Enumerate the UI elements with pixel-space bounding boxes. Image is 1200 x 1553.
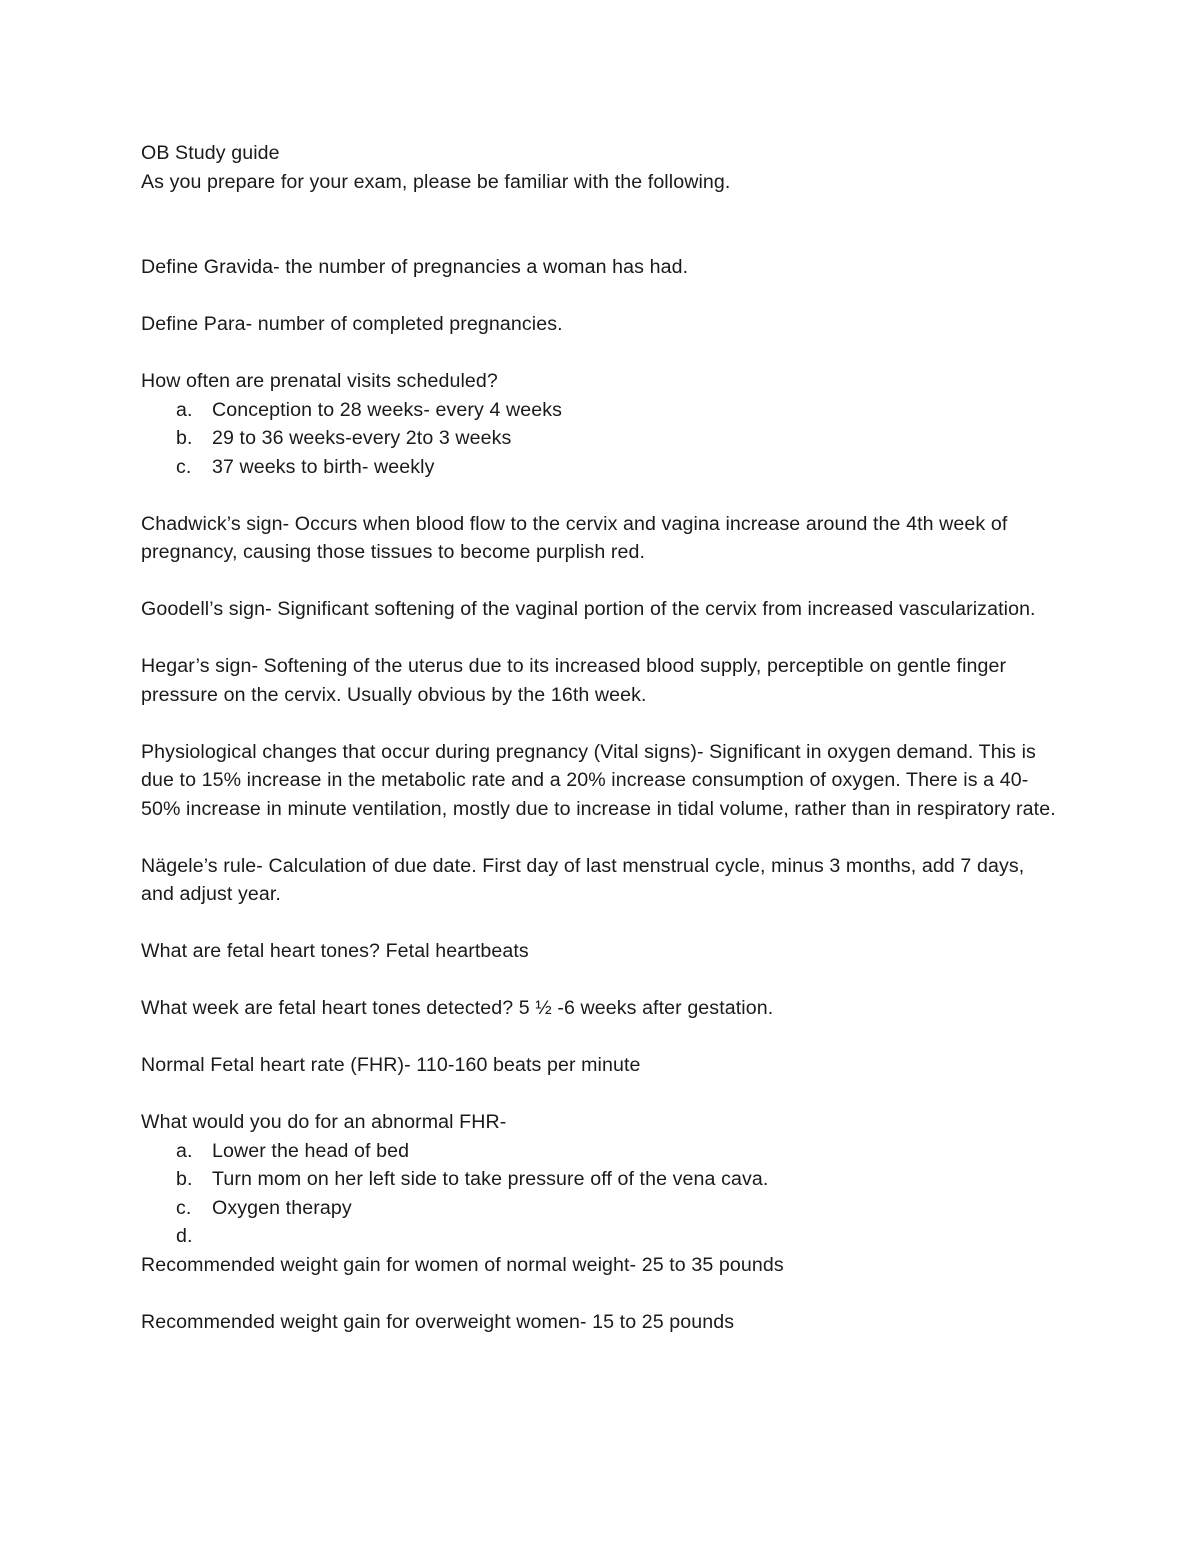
abnormal-fhr-list	[141, 1137, 1061, 1251]
list-marker: a.	[176, 398, 193, 421]
weight-gain-normal: Recommended weight gain for women of normal weight- 25 to 35 pounds	[141, 1253, 784, 1276]
list-item-text: Conception to 28 weeks- every 4 weeks	[212, 398, 563, 421]
list-marker: d.	[176, 1225, 193, 1247]
list-item	[141, 1194, 1061, 1223]
document-body	[141, 139, 1061, 1336]
hegar-sign: Hegar’s sign- Softening of the uterus due to its increased blood supply, perceptible on gentle finger pressure on the cervix. Usually obvious by the 16th week.	[141, 655, 1007, 706]
intro-text: As you prepare for your exam, please be familiar with the following.	[141, 170, 731, 193]
list-marker: b.	[176, 427, 193, 449]
fetal-heart-tones: What are fetal heart tones? Fetal heartbeats	[141, 940, 529, 962]
list-item	[141, 396, 1061, 425]
spacer	[141, 1080, 1061, 1109]
spacer	[141, 282, 1061, 311]
list-item	[141, 1137, 1061, 1166]
spacer	[141, 823, 1061, 852]
goodell-sign: Goodell’s sign- Significant softening of the vaginal portion of the cervix from increased vascularization.	[141, 598, 1036, 620]
list-item-text: 37 weeks to birth- weekly	[212, 455, 435, 478]
document-title: OB Study guide	[141, 142, 280, 164]
spacer	[141, 567, 1061, 596]
weight-gain-overweight: Recommended weight gain for overweight women- 15 to 25 pounds	[141, 1310, 735, 1333]
gravida-definition: Define Gravida- the number of pregnancies a woman has had.	[141, 256, 689, 278]
para-definition: Define Para- number of completed pregnancies.	[141, 313, 563, 335]
spacer	[141, 966, 1061, 995]
fetal-heart-tones-week: What week are fetal heart tones detected? 5 ½ -6 weeks after gestation.	[141, 997, 774, 1019]
spacer	[141, 481, 1061, 510]
normal-fhr: Normal Fetal heart rate (FHR)- 110-160 beats per minute	[141, 1054, 641, 1076]
list-item-text: Lower the head of bed	[212, 1139, 410, 1162]
nagele-rule: Nägele’s rule- Calculation of due date. First day of last menstrual cycle, minus 3 months, add 7 days, and adjust year.	[141, 854, 1025, 905]
prenatal-list	[141, 396, 1061, 482]
list-item	[141, 1165, 1061, 1194]
list-item	[141, 1222, 1061, 1251]
list-item-text: Oxygen therapy	[212, 1196, 352, 1219]
spacer	[141, 1279, 1061, 1308]
spacer	[141, 709, 1061, 738]
spacer	[141, 339, 1061, 368]
chadwick-sign: Chadwick’s sign- Occurs when blood flow to the cervix and vagina increase around the 4th week of pregnancy, causing those tissues to become purplish red.	[141, 512, 1008, 563]
list-item	[141, 453, 1061, 482]
physiological-changes: Physiological changes that occur during pregnancy (Vital signs)- Significant in oxygen demand. This is due to 15% increase in the metabolic rate and a 20% increase consumption of oxygen. There is a 40-50% increase in minute ventilation, mostly due to increase in tidal volume, rather than in respiratory rate.	[141, 740, 1056, 820]
abnormal-fhr-question: What would you do for an abnormal FHR-	[141, 1111, 507, 1133]
spacer	[141, 909, 1061, 938]
prenatal-question: How often are prenatal visits scheduled?	[141, 370, 498, 392]
list-item	[141, 424, 1061, 453]
spacer	[141, 624, 1061, 653]
spacer	[141, 1023, 1061, 1052]
list-item-text: Turn mom on her left side to take pressure off of the vena cava.	[212, 1168, 769, 1190]
list-marker: a.	[176, 1139, 193, 1162]
list-item-text: 29 to 36 weeks-every 2to 3 weeks	[212, 427, 512, 449]
list-marker: c.	[176, 1196, 192, 1219]
spacer	[141, 225, 1061, 254]
spacer	[141, 196, 1061, 225]
list-marker: c.	[176, 455, 192, 478]
list-marker: b.	[176, 1168, 193, 1190]
